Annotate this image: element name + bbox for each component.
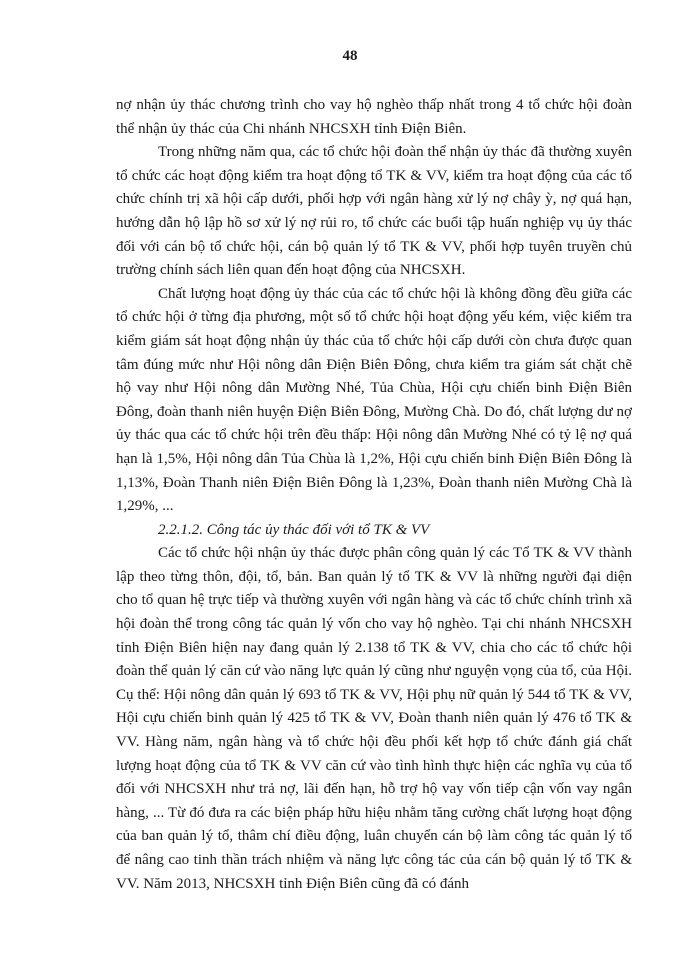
continuation-paragraph: nợ nhận ủy thác chương trình cho vay hộ nghèo thấp nhất trong 4 tổ chức hội đoàn thể nhận ủy thác của Chi nhánh NHCSXH tỉnh Điện Biên.	[116, 97, 632, 137]
body-text	[116, 94, 632, 896]
page-number: 48	[342, 48, 358, 64]
paragraph-savings-groups: Các tổ chức hội nhận ủy thác được phân công quản lý các Tổ TK & VV thành lập theo từng thôn, đội, tổ, bản. Ban quản lý tổ TK & VV là những người đại diện cho tổ quan hệ trực tiếp và thường xuyên với ngân hàng và các tổ chức chính trình xã hội đoàn thể trong công tác quản lý vốn cho vay hộ nghèo. Tại chi nhánh NHCSXH tỉnh Điện Biên hiện nay đang quản lý 2.138 tổ TK & VV, chia cho các tổ chức hội đoàn thể quản lý căn cứ vào năng lực quản lý cũng như nguyện vọng của tổ, của Hội. Cụ thể: Hội nông dân quản lý 693 tổ TK & VV, Hội phụ nữ quản lý 544 tổ TK & VV, Hội cựu chiến binh quản lý 425 tổ TK & VV, Đoàn thanh niên quản lý 476 tổ TK & VV. Hàng năm, ngân hàng và tổ chức hội đều phối kết hợp tổ chức đánh giá chất lượng hoạt động của tổ TK & VV căn cứ vào tình hình thực hiện các nghĩa vụ của tổ đối với NHCSXH như trả nợ, lãi đến hạn, hỗ trợ hộ vay vốn tiếp cận vốn vay ngân hàng, ... Từ đó đưa ra các biện pháp hữu hiệu nhằm tăng cường chất lượng hoạt động của ban quản lý tổ, thâm chí điều động, luân chuyển cán bộ làm công tác quản lý tổ để nâng cao tinh thần trách nhiệm và năng lực công tác của cán bộ quản lý tổ TK & VV. Năm 2013, NHCSXH tỉnh Điện Biên cũng đã có đánh	[116, 545, 632, 892]
paragraph-monitoring-activities: Trong những năm qua, các tổ chức hội đoàn thể nhận ủy thác đã thường xuyên tổ chức các hoạt động kiểm tra hoạt động tổ TK & VV, kiểm tra hoạt động của các tổ chức chính trị xã hội cấp dưới, phối hợp với ngân hàng xử lý nợ chây ỳ, nợ quá hạn, hướng dẫn hộ lập hồ sơ xử lý nợ rủi ro, tổ chức các buổi tập huấn nghiệp vụ ủy thác đối với cán bộ tổ chức hội, cán bộ quản lý tổ TK & VV, phối hợp tuyên truyền chủ trường chính sách liên quan đến hoạt động của NHCSXH.	[116, 144, 632, 279]
section-heading: 2.2.1.2. Công tác ủy thác đối với tổ TK & VV	[158, 521, 430, 538]
paragraph-quality-of-entrustment: Chất lượng hoạt động ủy thác của các tổ chức hội là không đồng đều giữa các tổ chức hội ở từng địa phương, một số tổ chức hội hoạt động yếu kém, việc kiểm tra kiểm giám sát hoạt động nhận ủy thác của tổ chức hội cấp dưới còn chưa được quan tâm đúng mức như Hội nông dân Điện Biên Đông, chưa kiểm tra giám sát chặt chẽ hộ vay như Hội nông dân Mường Nhé, Tủa Chùa, Hội cựu chiến binh Điện Biên Đông, đoàn thanh niên huyện Điện Biên Đông, Mường Chà. Do đó, chất lượng dư nợ ủy thác qua các tổ chức hội trên đều thấp: Hội nông dân Mường Nhé có tỷ lệ nợ quá hạn là 1,5%, Hội nông dân Tủa Chùa là 1,2%, Hội cựu chiến binh Điện Biên Đông là 1,13%, Đoàn Thanh niên Điện Biên Đông là 1,23%, Đoàn thanh niên Mường Chà là 1,29%, ...	[116, 285, 632, 515]
